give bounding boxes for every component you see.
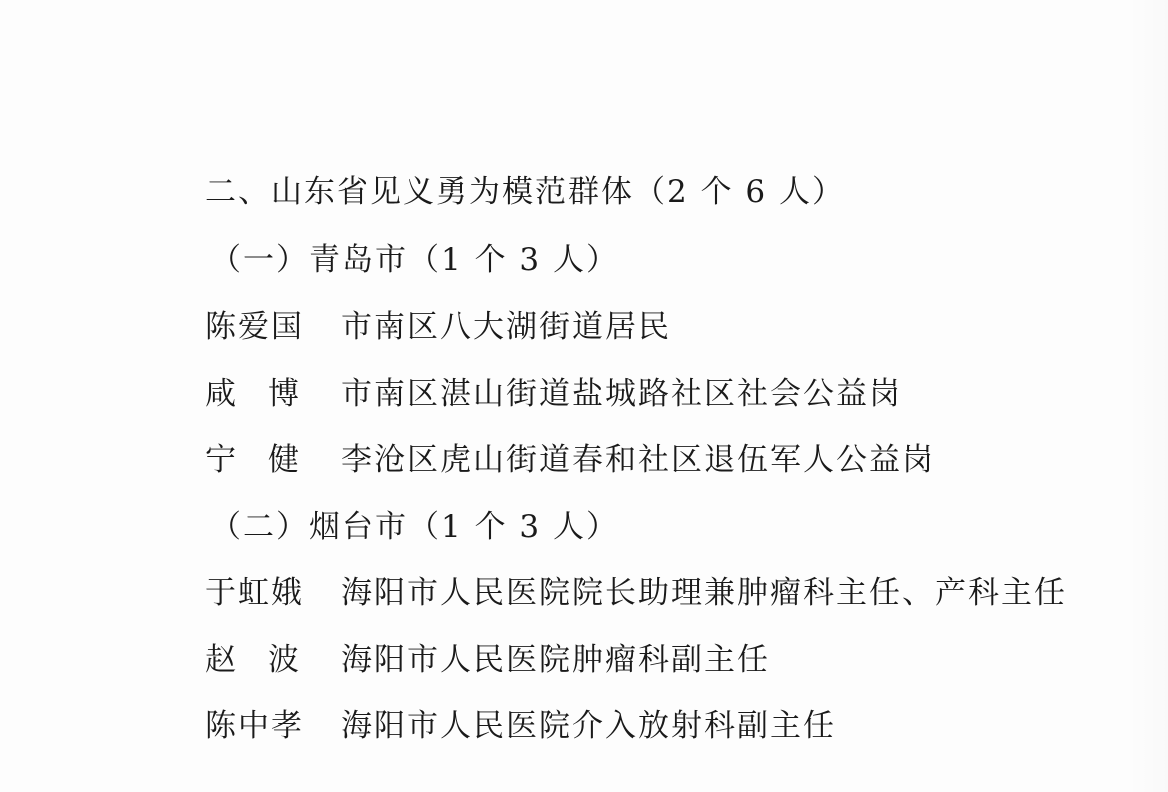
member-description: 海阳市人民医院介入放射科副主任 [341, 708, 836, 744]
section-heading: 二、山东省见义勇为模范群体（2 个 6 人） [205, 174, 846, 210]
member-description: 李沧区虎山街道春和社区退伍军人公益岗 [341, 442, 935, 478]
member-row [205, 573, 1067, 613]
member-description: 市南区湛山街道盐城路社区社会公益岗 [341, 376, 902, 412]
member-name: 赵波 [205, 642, 331, 678]
member-row [205, 706, 836, 746]
member-name: 于虹娥 [205, 575, 304, 611]
member-description: 海阳市人民医院院长助理兼肿瘤科主任、产科主任 [341, 575, 1067, 611]
member-name: 陈中孝 [205, 708, 304, 744]
member-row [205, 374, 902, 414]
member-name: 陈爱国 [205, 309, 304, 345]
member-description: 海阳市人民医院肿瘤科副主任 [341, 642, 770, 678]
member-row [205, 307, 671, 347]
scan-edge-shadow [1128, 0, 1168, 792]
member-name: 宁健 [205, 442, 331, 478]
group-title-qingdao: （一）青岛市（1 个 3 人） [210, 242, 620, 278]
member-name: 咸博 [205, 376, 331, 412]
member-row [205, 440, 935, 480]
member-description: 市南区八大湖街道居民 [341, 309, 671, 345]
member-row [205, 640, 770, 680]
group-title-yantai: （二）烟台市（1 个 3 人） [210, 509, 620, 545]
